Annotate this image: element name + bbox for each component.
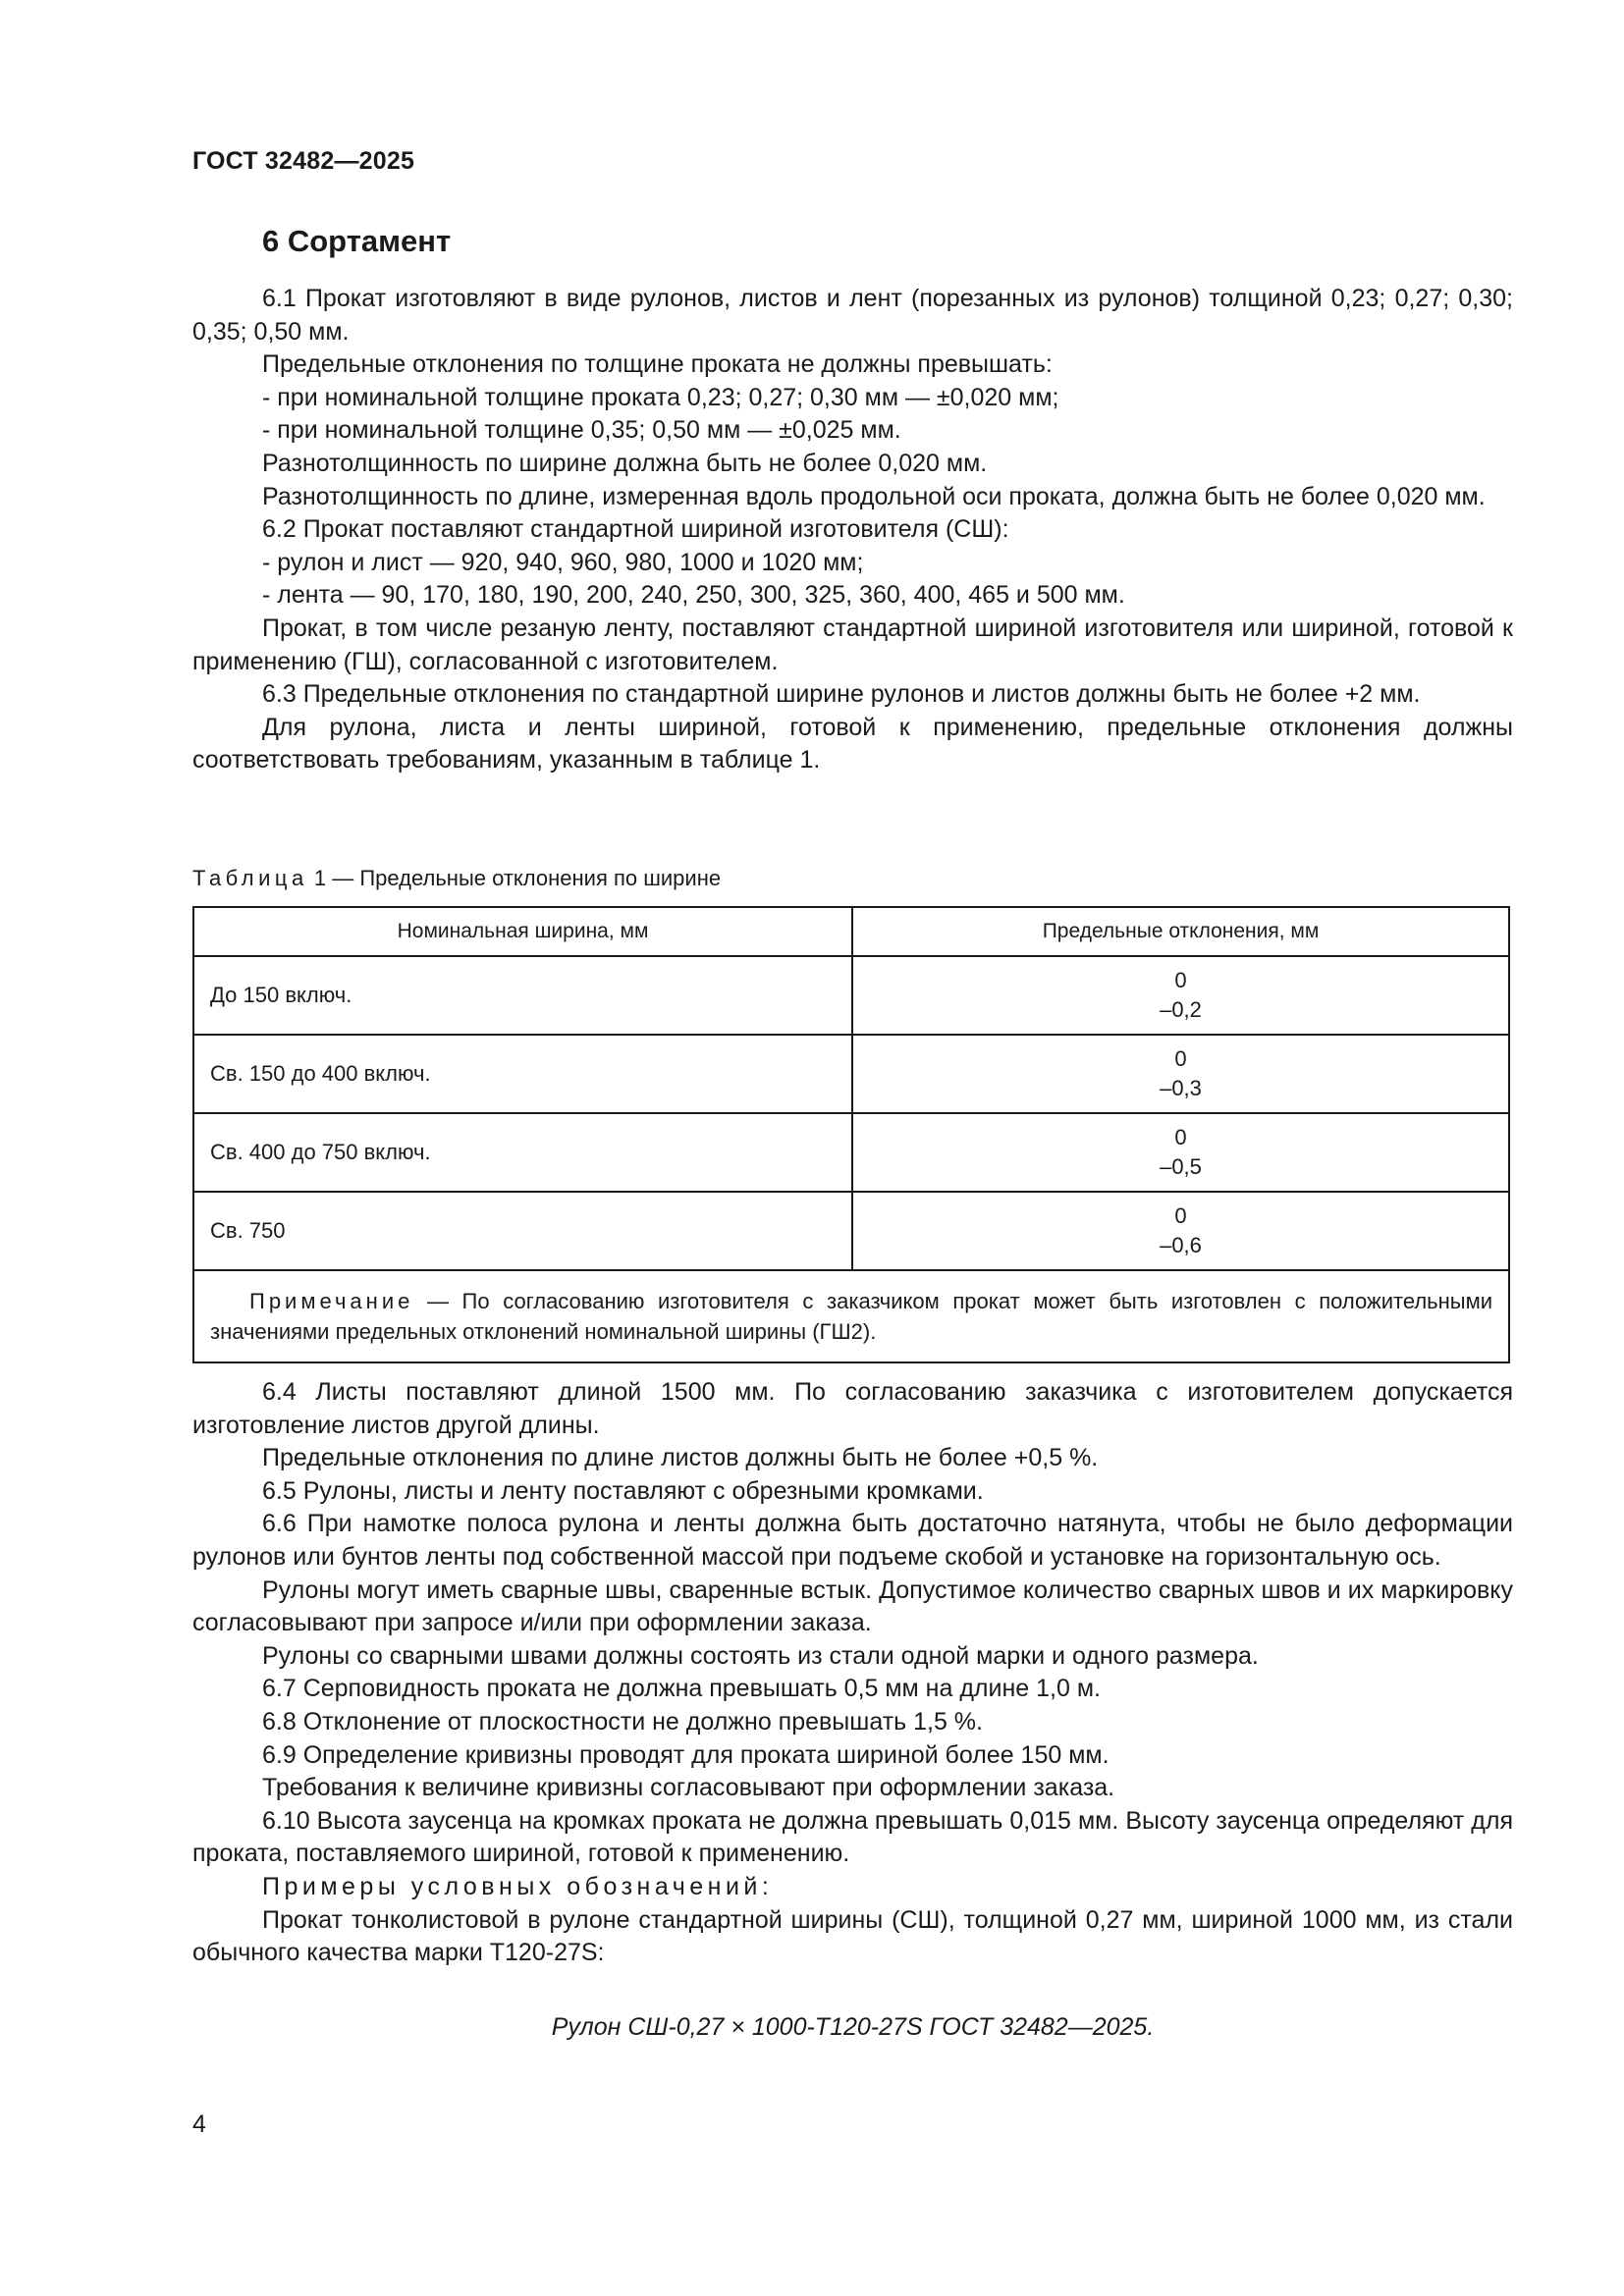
paragraph-example-description: Прокат тонколистовой в рулоне стандартной ширины (СШ), толщиной 0,27 мм, шириной 1000 мм, из стали обычного качества марки Т120-27S: <box>192 1905 1513 1967</box>
deviation-upper: 0 <box>1174 1046 1187 1071</box>
paragraph-table-reference: Для рулона, листа и ленты шириной, готовой к применению, предельные отклонения должны соответствовать требованиям, указанным в таблице 1. <box>192 713 1513 774</box>
paragraph-6-8: 6.8 Отклонение от плоскостности не должно превышать 1,5 %. <box>262 1707 983 1735</box>
list-item-thickness-2: - при номинальной толщине 0,35; 0,50 мм — ±0,025 мм. <box>262 416 901 445</box>
paragraph-6-6: 6.6 При намотке полоса рулона и ленты должна быть достаточно натянута, чтобы не было деформации рулонов или бунтов ленты под собственной массой при подъеме скобой и установке на горизонтальную ось. <box>192 1510 1513 1571</box>
deviation-upper: 0 <box>1174 1125 1187 1149</box>
section-title: 6 Сортамент <box>262 224 452 258</box>
table-row <box>193 1035 1509 1113</box>
paragraph-6-9: 6.9 Определение кривизны проводят для проката шириной более 150 мм. <box>262 1740 1110 1769</box>
table-row <box>193 1192 1509 1270</box>
deviation-lower: –0,6 <box>1160 1233 1202 1257</box>
paragraph-welds: Рулоны могут иметь сварные швы, сваренные встык. Допустимое количество сварных швов и их маркировку согласовывают при запросе и/или при оформлении заказа. <box>192 1575 1513 1637</box>
list-item-thickness-1: - при номинальной толщине проката 0,23; 0,27; 0,30 мм — ±0,020 мм; <box>262 383 1059 411</box>
table-note-row <box>193 1270 1509 1362</box>
examples-heading: Примеры условных обозначений: <box>262 1872 774 1900</box>
table-caption-label: Таблица <box>192 866 308 890</box>
cell-width: Св. 750 <box>193 1192 852 1270</box>
deviation-lower: –0,3 <box>1160 1076 1202 1100</box>
list-item-strip: - лента — 90, 170, 180, 190, 200, 240, 250, 300, 325, 360, 400, 465 и 500 мм. <box>262 581 1125 610</box>
deviation-upper: 0 <box>1174 968 1187 992</box>
deviation-lower: –0,5 <box>1160 1154 1202 1179</box>
note-label: Примечание <box>249 1289 414 1313</box>
width-deviation-table <box>192 906 1510 1363</box>
cell-width: До 150 включ. <box>193 956 852 1035</box>
table-header-row <box>193 907 1509 956</box>
paragraph-length-limits: Предельные отклонения по длине листов должны быть не более +0,5 %. <box>262 1444 1099 1472</box>
paragraph-6-5: 6.5 Рулоны, листы и ленту поставляют с обрезными кромками. <box>262 1476 984 1505</box>
paragraph-6-1: 6.1 Прокат изготовляют в виде рулонов, листов и лент (порезанных из рулонов) толщиной 0,23; 0,27; 0,30; 0,35; 0,50 мм. <box>192 285 1513 346</box>
note-text: — По согласованию изготовителя с заказчиком прокат может быть изготовлен с положительными значениями предельных отклонений номинальной ширины (ГШ2). <box>210 1289 1492 1344</box>
paragraph-6-10: 6.10 Высота заусенца на кромках проката не должна превышать 0,015 мм. Высоту заусенца определяют для проката, поставляемого шириной, готовой к применению. <box>192 1806 1513 1868</box>
paragraph-6-7: 6.7 Серповидность проката не должна превышать 0,5 мм на длине 1,0 м. <box>262 1675 1101 1703</box>
paragraph-curvature: Требования к величине кривизны согласовывают при оформлении заказа. <box>262 1774 1115 1802</box>
cell-deviation <box>852 956 1509 1035</box>
cell-deviation <box>852 1192 1509 1270</box>
cell-deviation <box>852 1035 1509 1113</box>
cell-width: Св. 400 до 750 включ. <box>193 1113 852 1192</box>
body-text-lower <box>192 1376 1513 1970</box>
paragraph-width-variation: Разнотолщинность по ширине должна быть не более 0,020 мм. <box>262 449 988 477</box>
column-header-width: Номинальная ширина, мм <box>193 907 852 956</box>
body-text-upper <box>192 283 1513 777</box>
deviation-upper: 0 <box>1174 1203 1187 1228</box>
table-caption <box>192 866 721 891</box>
paragraph-6-4: 6.4 Листы поставляют длиной 1500 мм. По согласованию заказчика с изготовителем допускается изготовление листов другой длины. <box>192 1378 1513 1439</box>
document-code-header: ГОСТ 32482—2025 <box>192 147 415 175</box>
table-note <box>193 1270 1509 1362</box>
paragraph-6-3: 6.3 Предельные отклонения по стандартной ширине рулонов и листов должны быть не более +2 мм. <box>262 680 1421 709</box>
table-caption-text: 1 — Предельные отклонения по ширине <box>313 866 722 890</box>
deviation-lower: –0,2 <box>1160 997 1202 1022</box>
paragraph-weld-rolls: Рулоны со сварными швами должны состоять из стали одной марки и одного размера. <box>262 1641 1259 1670</box>
table-row <box>193 1113 1509 1192</box>
paragraph-cut-strip: Прокат, в том числе резаную ленту, поставляют стандартной шириной изготовителя или шириной, готовой к применению (ГШ), согласованной с изготовителем. <box>192 614 1513 675</box>
table-row <box>193 956 1509 1035</box>
paragraph-length-variation: Разнотолщинность по длине, измеренная вдоль продольной оси проката, должна быть не более 0,020 мм. <box>262 482 1486 510</box>
list-item-roll-sheet: - рулон и лист — 920, 940, 960, 980, 1000 и 1020 мм; <box>262 548 864 576</box>
cell-width: Св. 150 до 400 включ. <box>193 1035 852 1113</box>
example-designation: Рулон СШ-0,27 × 1000-Т120-27S ГОСТ 32482—2025. <box>551 2013 1155 2041</box>
paragraph-6-2: 6.2 Прокат поставляют стандартной шириной изготовителя (СШ): <box>262 515 1009 544</box>
column-header-deviation: Предельные отклонения, мм <box>852 907 1509 956</box>
cell-deviation <box>852 1113 1509 1192</box>
page-number: 4 <box>192 2110 206 2138</box>
paragraph-thickness-limits: Предельные отклонения по толщине проката не должны превышать: <box>262 350 1053 379</box>
